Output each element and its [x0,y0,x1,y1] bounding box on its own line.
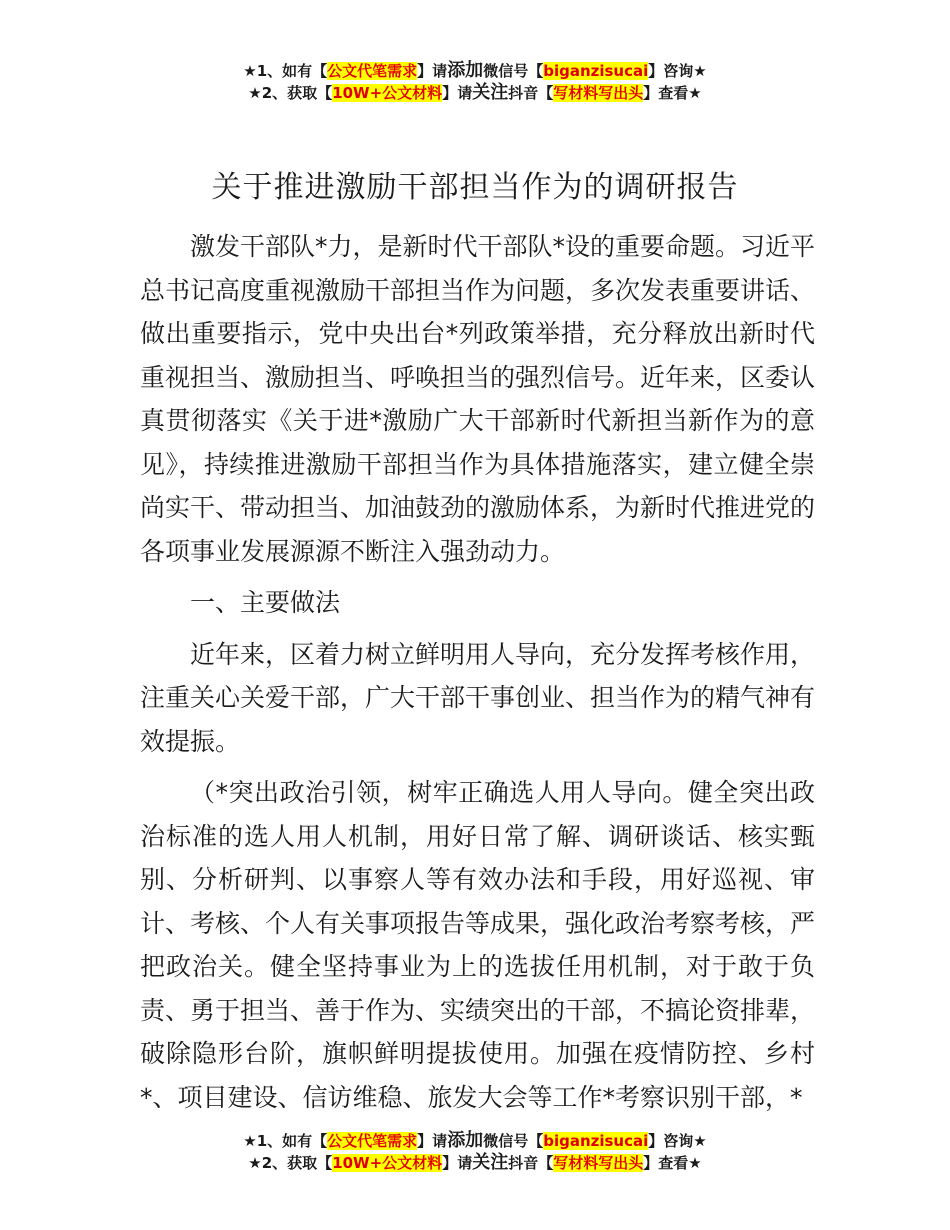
paragraph-intro: 激发干部队*力，是新时代干部队*设的重要命题。习近平总书记高度重视激励干部担当作为问题，多次发表重要讲话、做出重要指示，党中央出台*列政策举措，充分释放出新时代重视担当、激励担当、呼唤担当的强烈信号。近年来，区委认真贯彻落实《关于进*激励广大干部新时代新担当新作为的意见》，持续推进激励干部担当作为具体措施落实，建立健全崇尚实干、带动担当、加油鼓劲的激励体系，为新时代推进党的各项事业发展源源不断注入强劲动力。 [140,232,816,566]
promo-text: 抖音【 [508,84,554,102]
document-body [140,225,815,1119]
promo-text: ★1、如有【 [243,1132,328,1150]
promo-text: 】查看★ [643,1154,702,1172]
promo-line-2 [0,1152,950,1174]
promo-banner-top [0,60,950,104]
promo-text: ★2、获取【 [248,1154,333,1172]
promo-highlight: 写材料写出头 [553,84,644,102]
promo-text: 】请 [417,62,448,80]
promo-highlight: 10W+公文材料 [332,1154,443,1172]
promo-emphasis: 添加 [447,1130,484,1151]
promo-text: 抖音【 [508,1154,554,1172]
paragraph-point-1: （*突出政治引领，树牢正确选人用人导向。健全突出政治标准的选人用人机制，用好日常了解、调研谈话、核实甄别、分析研判、以事察人等有效办法和手段，用好巡视、审计、考核、个人有关事项报告等成果，强化政治考察考核，严把政治关。健全坚持事业为上的选拔任用机制，对于敢于负责、勇于担当、善于作为、实绩突出的干部，不搞论资排辈，破除隐形台阶，旗帜鲜明提拔使用。加强在疫情防控、乡村*、项目建设、信访维稳、旅发大会等工作*考察识别干部，* [140,778,816,1112]
promo-highlight: 公文代笔需求 [327,1132,418,1150]
promo-text: 】咨询★ [648,1132,707,1150]
promo-text: 微信号【 [483,1132,544,1150]
paragraph-summary: 近年来，区着力树立鲜明用人导向，充分发挥考核作用，注重关心关爱干部，广大干部干事创业、担当作为的精气神有效提振。 [140,639,816,756]
promo-highlight: biganzisucai [543,1132,649,1150]
promo-text: 】请 [442,84,473,102]
promo-banner-bottom [0,1130,950,1174]
promo-line-2 [0,82,950,104]
promo-line-1 [0,1130,950,1152]
document-title: 关于推进激励干部担当作为的调研报告 [211,170,739,205]
promo-highlight: 10W+公文材料 [332,84,443,102]
promo-emphasis: 关注 [472,1152,509,1173]
promo-emphasis: 关注 [472,82,509,103]
promo-highlight: biganzisucai [543,62,649,80]
promo-highlight: 公文代笔需求 [327,62,418,80]
promo-text: 】查看★ [643,84,702,102]
promo-text: 微信号【 [483,62,544,80]
promo-text: 】咨询★ [648,62,707,80]
promo-text: 】请 [417,1132,448,1150]
promo-text: ★1、如有【 [243,62,328,80]
promo-emphasis: 添加 [447,60,484,81]
section-heading: 一、主要做法 [190,588,341,617]
promo-line-1 [0,60,950,82]
promo-text: 】请 [442,1154,473,1172]
promo-highlight: 写材料写出头 [553,1154,644,1172]
promo-text: ★2、获取【 [248,84,333,102]
